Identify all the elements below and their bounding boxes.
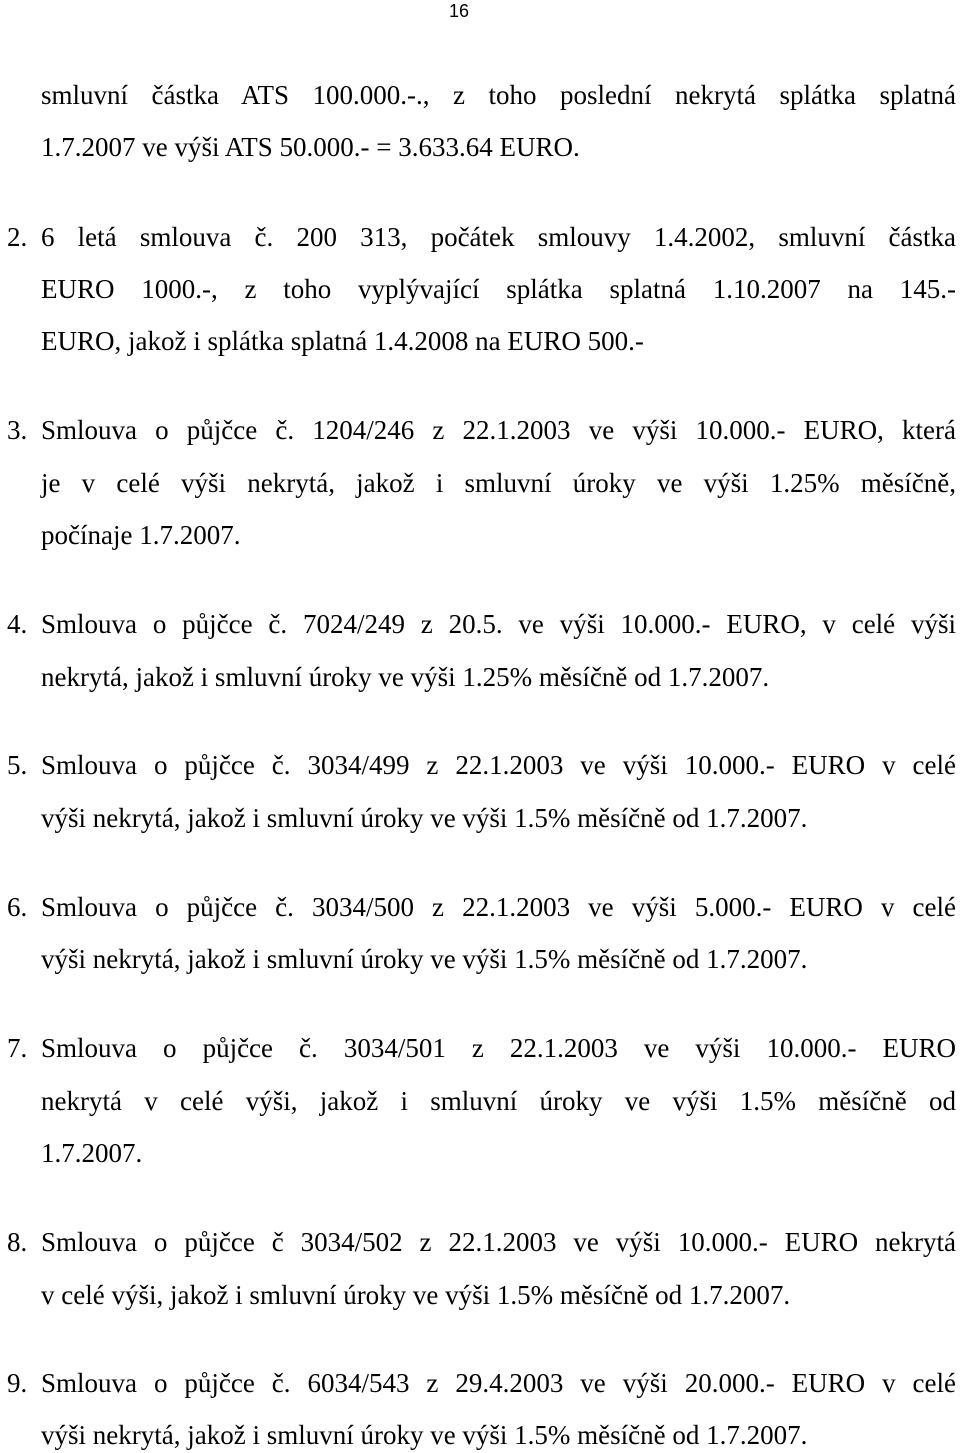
text-line: výši nekrytá, jakož i smluvní úroky ve výši 1.5% měsíčně od 1.7.2007.	[41, 1420, 808, 1450]
text-line: je v celé výši nekrytá, jakož i smluvní úroky ve výši 1.25% měsíčně,	[41, 468, 956, 498]
item-number: 9.	[7, 1368, 28, 1398]
text-line: výši nekrytá, jakož i smluvní úroky ve výši 1.5% měsíčně od 1.7.2007.	[41, 803, 808, 833]
item-number: 7.	[7, 1033, 28, 1063]
text-line: nekrytá v celé výši, jakož i smluvní úroky ve výši 1.5% měsíčně od	[41, 1086, 956, 1116]
item-number: 3.	[7, 415, 28, 445]
text-line: Smlouva o půjčce č. 1204/246 z 22.1.2003 ve výši 10.000.- EURO, která	[41, 415, 956, 445]
text-line: Smlouva o půjčce č. 3034/500 z 22.1.2003 ve výši 5.000.- EURO v celé	[41, 892, 956, 922]
page-number: 16	[449, 1, 470, 21]
item-number: 4.	[7, 609, 28, 639]
text-line: 1.7.2007.	[41, 1138, 143, 1168]
text-line: Smlouva o půjčce č. 3034/501 z 22.1.2003 ve výši 10.000.- EURO	[41, 1033, 956, 1063]
text-line: Smlouva o půjčce č 3034/502 z 22.1.2003 ve výši 10.000.- EURO nekrytá	[41, 1227, 956, 1257]
text-line: počínaje 1.7.2007.	[41, 520, 241, 550]
item-number: 2.	[7, 222, 28, 252]
text-line: nekrytá, jakož i smluvní úroky ve výši 1.25% měsíčně od 1.7.2007.	[41, 662, 770, 692]
text-line: 1.7.2007 ve výši ATS 50.000.- = 3.633.64 EURO.	[41, 132, 580, 162]
text-line: Smlouva o půjčce č. 6034/543 z 29.4.2003 ve výši 20.000.- EURO v celé	[41, 1368, 956, 1398]
text-line: v celé výši, jakož i smluvní úroky ve výši 1.5% měsíčně od 1.7.2007.	[41, 1280, 791, 1310]
text-line: výši nekrytá, jakož i smluvní úroky ve výši 1.5% měsíčně od 1.7.2007.	[41, 944, 808, 974]
text-line: EURO 1000.-, z toho vyplývající splátka splatná 1.10.2007 na 145.-	[41, 274, 956, 304]
item-number: 5.	[7, 750, 28, 780]
text-line: 6 letá smlouva č. 200 313, počátek smlouvy 1.4.2002, smluvní částka	[41, 222, 956, 252]
text-line: Smlouva o půjčce č. 3034/499 z 22.1.2003 ve výši 10.000.- EURO v celé	[41, 750, 956, 780]
item-number: 8.	[7, 1227, 28, 1257]
text-line: smluvní částka ATS 100.000.-., z toho poslední nekrytá splátka splatná	[41, 80, 956, 110]
text-line: Smlouva o půjčce č. 7024/249 z 20.5. ve výši 10.000.- EURO, v celé výši	[41, 609, 956, 639]
text-line: EURO, jakož i splátka splatná 1.4.2008 na EURO 500.-	[41, 326, 644, 356]
item-number: 6.	[7, 892, 28, 922]
